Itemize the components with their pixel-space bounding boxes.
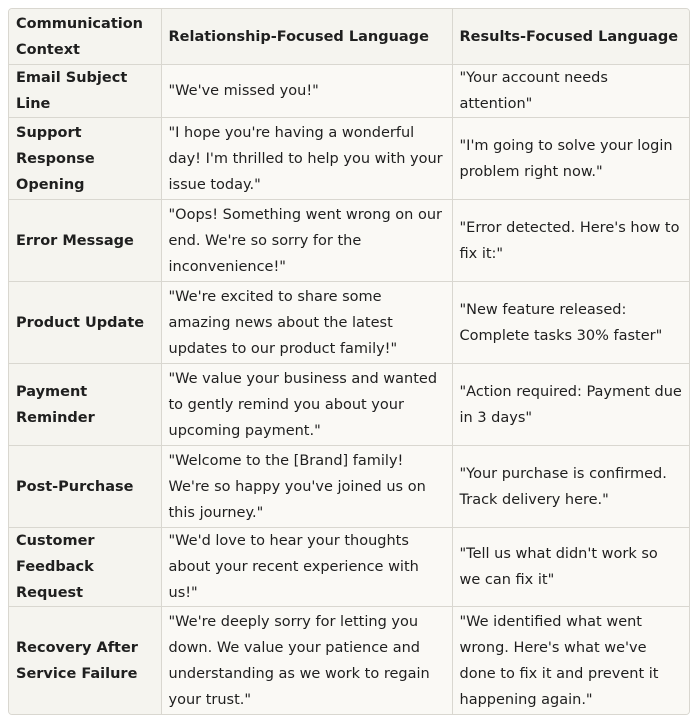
row-context-cell: Support Response Opening [9, 118, 161, 200]
relationship-cell: "We value your business and wanted to gently remind you about your upcoming payment." [161, 364, 452, 446]
row-context-cell: Payment Reminder [9, 364, 161, 446]
column-header-context: Communication Context [9, 9, 161, 65]
table-row [9, 65, 689, 118]
results-cell: "Error detected. Here's how to fix it:" [452, 200, 689, 282]
results-cell: "I'm going to solve your login problem right now." [452, 118, 689, 200]
relationship-cell: "We'd love to hear your thoughts about your recent experience with us!" [161, 528, 452, 607]
table-row [9, 118, 689, 200]
relationship-cell: "I hope you're having a wonderful day! I'm thrilled to help you with your issue today." [161, 118, 452, 200]
row-context-cell: Product Update [9, 282, 161, 364]
table-row [9, 528, 689, 607]
table-header-row [9, 9, 689, 65]
table-row [9, 607, 689, 715]
table-row [9, 364, 689, 446]
table-row [9, 200, 689, 282]
relationship-cell: "Welcome to the [Brand] family! We're so happy you've joined us on this journey." [161, 446, 452, 528]
results-cell: "Tell us what didn't work so we can fix it" [452, 528, 689, 607]
row-context-cell: Customer Feedback Request [9, 528, 161, 607]
row-context-cell: Email Subject Line [9, 65, 161, 118]
table-row [9, 446, 689, 528]
column-header-results: Results-Focused Language [452, 9, 689, 65]
comparison-table [9, 9, 689, 714]
column-header-relationship: Relationship-Focused Language [161, 9, 452, 65]
row-context-cell: Error Message [9, 200, 161, 282]
row-context-cell: Recovery After Service Failure [9, 607, 161, 715]
row-context-cell: Post-Purchase [9, 446, 161, 528]
results-cell: "We identified what went wrong. Here's what we've done to fix it and prevent it happening again." [452, 607, 689, 715]
results-cell: "Your purchase is confirmed. Track delivery here." [452, 446, 689, 528]
results-cell: "Your account needs attention" [452, 65, 689, 118]
results-cell: "Action required: Payment due in 3 days" [452, 364, 689, 446]
results-cell: "New feature released: Complete tasks 30% faster" [452, 282, 689, 364]
relationship-cell: "We're excited to share some amazing news about the latest updates to our product family!" [161, 282, 452, 364]
relationship-cell: "We've missed you!" [161, 65, 452, 118]
table-row [9, 282, 689, 364]
relationship-cell: "Oops! Something went wrong on our end. We're so sorry for the inconvenience!" [161, 200, 452, 282]
relationship-cell: "We're deeply sorry for letting you down. We value your patience and understanding as we work to regain your trust." [161, 607, 452, 715]
comparison-table-container [8, 8, 690, 715]
